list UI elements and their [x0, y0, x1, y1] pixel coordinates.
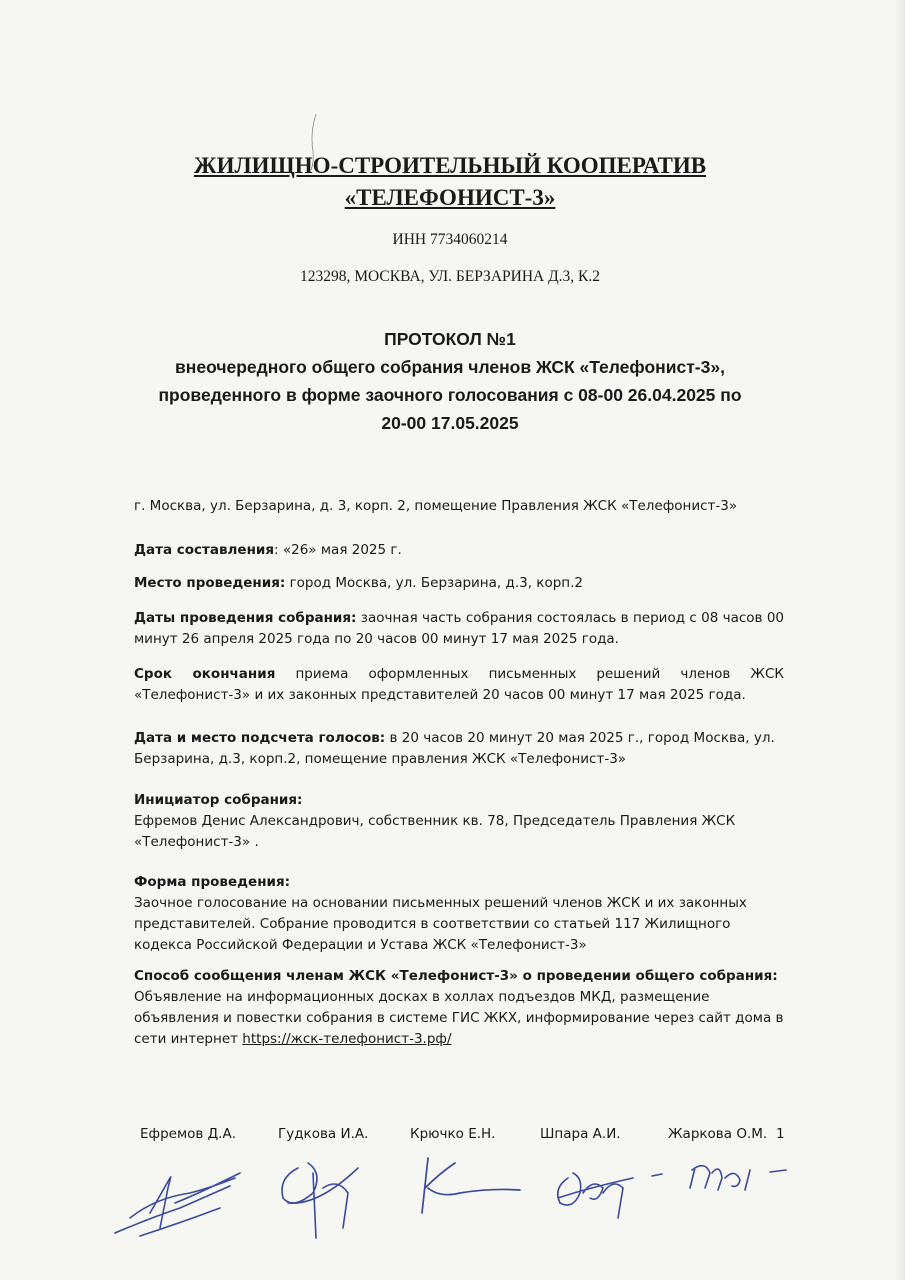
signatory-name-kryuchko: Крючко Е.Н.: [410, 1126, 496, 1142]
deadline-label: Срок окончания: [134, 666, 276, 682]
place-value: город Москва, ул. Берзарина, д.3, корп.2: [285, 575, 583, 591]
signature-shpara: [548, 1148, 648, 1228]
dates-value: заочная часть собрания состоялась в период с 08 часов 00 минут 26 апреля 2025 года по 20 часов 00 минут 17 мая 2025 года.: [134, 610, 785, 647]
protocol-line3: 20-00 17.05.2025: [381, 413, 519, 433]
signatory-name-zharkova: Жаркова О.М.: [668, 1126, 768, 1142]
notify-label: Способ сообщения членам ЖСК «Телефонист-3» о проведении общего собрания:: [134, 968, 778, 984]
signatures-row: [0, 1126, 905, 1246]
protocol-number: ПРОТОКОЛ №1: [384, 329, 516, 349]
notify-field: [134, 966, 784, 1050]
form-field: [134, 872, 784, 956]
protocol-heading: [120, 325, 780, 437]
protocol-line1: внеочередного общего собрания членов ЖСК «Телефонист-3»,: [175, 357, 725, 377]
signatory-name-shpara: Шпара А.И.: [540, 1126, 621, 1142]
place-field: [134, 573, 784, 594]
protocol-line2: проведенного в форме заочного голосования с 08-00 26.04.2025 по: [158, 385, 742, 405]
deadline-field: [134, 664, 784, 706]
date-value: : «26» мая 2025 г.: [274, 542, 402, 558]
signature-zharkova: [650, 1148, 790, 1208]
place-label: Место проведения:: [134, 575, 286, 591]
org-address: 123298, МОСКВА, УЛ. БЕРЗАРИНА Д.3, К.2: [299, 268, 600, 285]
initiator-value: Ефремов Денис Александрович, собственник кв. 78, Председатель Правления ЖСК «Телефонист-3» .: [134, 813, 736, 850]
form-label: Форма проведения:: [134, 874, 291, 890]
date-label: Дата составления: [134, 542, 275, 558]
count-field: [134, 728, 784, 770]
website-link[interactable]: https://жск-телефонист-3.рф/: [242, 1031, 452, 1047]
dates-label: Даты проведения собрания:: [134, 610, 357, 626]
form-value: Заочное голосование на основании письменных решений членов ЖСК и их законных представителей. Собрание проводится в соответствии со статьей 117 Жилищного кодекса Российской Федерации и Устава ЖСК «Телефонист-3»: [134, 895, 747, 953]
scan-edge-shadow: [895, 0, 905, 1280]
initiator-field: [134, 790, 784, 853]
signature-efremov: [110, 1148, 250, 1243]
signatory-name-efremov: Ефремов Д.А.: [140, 1126, 237, 1142]
dates-field: [134, 608, 784, 650]
signatory-name-gudkova: Гудкова И.А.: [278, 1126, 369, 1142]
initiator-label: Инициатор собрания:: [134, 792, 303, 808]
org-title-line2: «ТЕЛЕФОНИСТ-3»: [344, 185, 556, 210]
page-number: 1: [776, 1126, 785, 1142]
notify-value: Объявление на информационных досках в холлах подъездов МКД, размещение объявления и повестки собрания в системе ГИС ЖКХ, информирование через сайт дома в сети интернет: [134, 989, 784, 1047]
location-line: г. Москва, ул. Берзарина, д. 3, корп. 2, помещение Правления ЖСК «Телефонист-3»: [134, 498, 738, 514]
org-title-line1: ЖИЛИЩНО-СТРОИТЕЛЬНЫЙ КООПЕРАТИВ: [193, 153, 707, 178]
count-label: Дата и место подсчета голосов:: [134, 730, 386, 746]
organization-title: [90, 150, 810, 214]
deadline-value: приема оформленных письменных решений членов ЖСК «Телефонист-3» и их законных представителей 20 часов 00 минут 17 мая 2025 года.: [134, 666, 784, 703]
date-field: [134, 540, 784, 561]
signature-kryuchko: [410, 1148, 530, 1228]
inn-number: ИНН 7734060214: [392, 231, 508, 248]
count-value: в 20 часов 20 минут 20 мая 2025 г., город Москва, ул. Берзарина, д.3, корп.2, помещение правления ЖСК «Телефонист-3»: [134, 730, 775, 767]
signature-gudkova: [268, 1148, 378, 1243]
